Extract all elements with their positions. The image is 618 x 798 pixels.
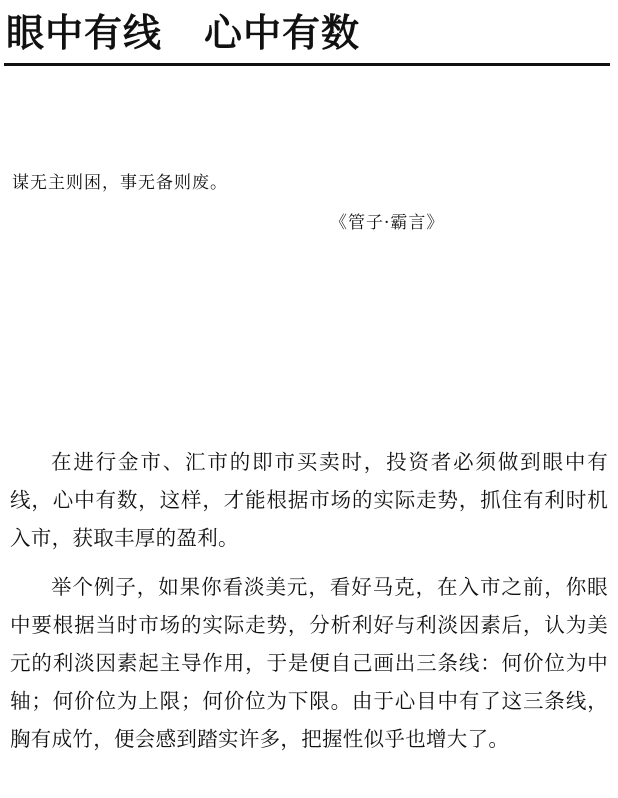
body-paragraph-1: 在进行金市、汇市的即市买卖时，投资者必须做到眼中有线，心中有数，这样，才能根据市场的实际走势，抓住有利时机入市，获取丰厚的盈利。 [10, 450, 608, 550]
title-part-1: 眼中有线 [6, 11, 163, 55]
title-underline-rule [4, 63, 610, 66]
page-title [6, 10, 360, 56]
body-paragraph-2: 举个例子，如果你看淡美元，看好马克，在入市之前，你眼中要根据当时市场的实际走势，分析利好与利淡因素后，认为美元的利淡因素起主导作用，于是便自己画出三条线：何价位为中轴；何价位为上限；何价位为下限。由于心目中有了这三条线，胸有成竹，便会感到踏实许多，把握性似乎也增大了。 [10, 575, 608, 751]
epigraph-source: 《管子·霸言》 [330, 213, 445, 233]
epigraph-quote: 谋无主则困，事无备则废。 [12, 173, 228, 193]
title-part-2: 心中有数 [204, 11, 361, 55]
